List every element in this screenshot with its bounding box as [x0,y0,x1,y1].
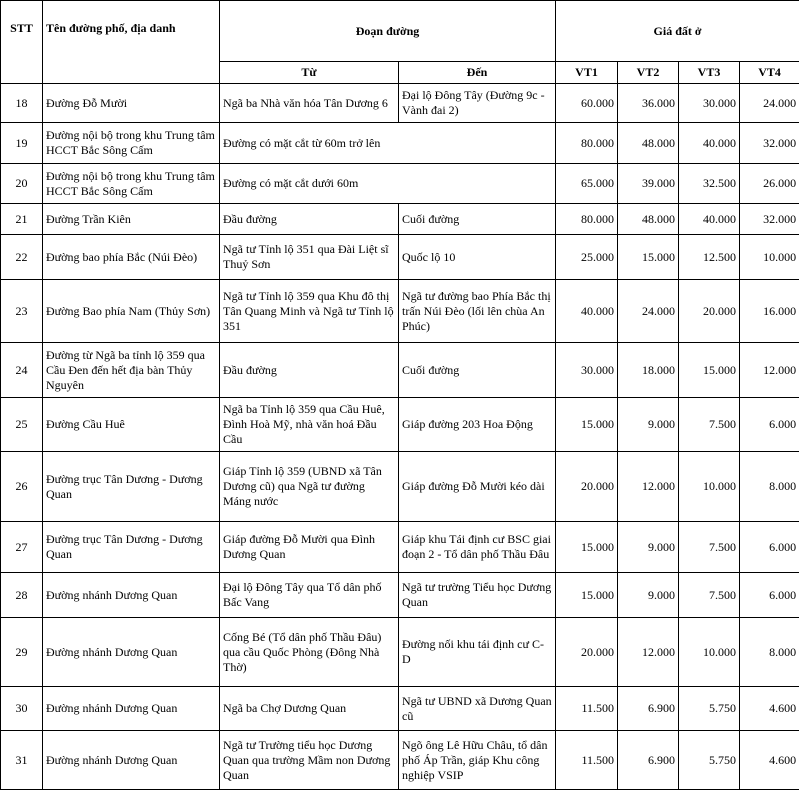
cell-vt4: 32.000 [740,204,799,235]
cell-vt2: 12.000 [618,452,679,522]
table-row [1,84,799,123]
cell-vt2: 6.900 [618,687,679,731]
cell-from: Giáp Tỉnh lộ 359 (UBND xã Tân Dương cũ) qua Ngã tư đường Máng nước [220,452,399,522]
cell-to: Ngã tư đường bao Phía Bắc thị trấn Núi Đèo (lối lên chùa An Phúc) [399,280,556,343]
table-row [1,522,799,573]
cell-vt2: 15.000 [618,235,679,280]
table-row [1,164,799,204]
cell-vt2: 18.000 [618,343,679,398]
cell-vt2: 9.000 [618,398,679,452]
cell-vt1: 15.000 [556,398,618,452]
cell-vt3: 10.000 [679,452,740,522]
cell-stt: 21 [1,204,43,235]
cell-stt: 25 [1,398,43,452]
cell-from: Ngã ba Tỉnh lộ 359 qua Cầu Huê, Đình Hoà Mỹ, nhà văn hoá Đầu Cầu [220,398,399,452]
cell-from: Đại lộ Đông Tây qua Tổ dân phố Bấc Vang [220,573,399,618]
cell-to: Quốc lộ 10 [399,235,556,280]
cell-from: Cống Bé (Tổ dân phố Thầu Đâu) qua cầu Quốc Phòng (Đông Nhà Thờ) [220,618,399,687]
cell-stt: 27 [1,522,43,573]
cell-street-name: Đường từ Ngã ba tỉnh lộ 359 qua Cầu Đen đến hết địa bàn Thủy Nguyên [43,343,220,398]
cell-vt1: 11.500 [556,731,618,790]
header-vt3: VT3 [679,62,740,84]
table-row [1,204,799,235]
table-row [1,123,799,164]
cell-stt: 22 [1,235,43,280]
cell-vt4: 24.000 [740,84,799,123]
cell-to: Giáp khu Tái định cư BSC giai đoạn 2 - Tổ dân phố Thầu Đâu [399,522,556,573]
cell-vt1: 60.000 [556,84,618,123]
cell-from: Ngã tư Trường tiểu học Dương Quan qua trường Mầm non Dương Quan [220,731,399,790]
cell-vt2: 24.000 [618,280,679,343]
cell-vt2: 9.000 [618,573,679,618]
cell-vt3: 10.000 [679,618,740,687]
cell-street-name: Đường Trần Kiên [43,204,220,235]
cell-vt1: 15.000 [556,522,618,573]
cell-vt1: 80.000 [556,204,618,235]
cell-street-name: Đường nội bộ trong khu Trung tâm HCCT Bắc Sông Cấm [43,164,220,204]
cell-vt2: 6.900 [618,731,679,790]
cell-stt: 20 [1,164,43,204]
cell-street-name: Đường nhánh Dương Quan [43,687,220,731]
cell-street-name: Đường nhánh Dương Quan [43,731,220,790]
cell-vt1: 20.000 [556,618,618,687]
header-vt1: VT1 [556,62,618,84]
header-from: Từ [220,62,399,84]
cell-street-name: Đường nhánh Dương Quan [43,573,220,618]
cell-to: Ngã tư UBND xã Dương Quan cũ [399,687,556,731]
cell-from: Ngã tư Tỉnh lộ 351 qua Đài Liệt sĩ Thuỷ Sơn [220,235,399,280]
table-row [1,398,799,452]
cell-vt2: 36.000 [618,84,679,123]
cell-stt: 29 [1,618,43,687]
cell-segment: Đường có mặt cắt dưới 60m [220,164,556,204]
cell-vt1: 11.500 [556,687,618,731]
cell-vt1: 15.000 [556,573,618,618]
cell-from: Giáp đường Đỗ Mười qua Đình Dương Quan [220,522,399,573]
cell-vt2: 48.000 [618,123,679,164]
cell-vt3: 7.500 [679,573,740,618]
cell-street-name: Đường Cầu Huê [43,398,220,452]
cell-to: Giáp đường 203 Hoa Động [399,398,556,452]
cell-vt3: 40.000 [679,204,740,235]
cell-vt4: 6.000 [740,573,799,618]
cell-vt3: 32.500 [679,164,740,204]
cell-vt1: 25.000 [556,235,618,280]
cell-to: Giáp đường Đỗ Mười kéo dài [399,452,556,522]
cell-stt: 31 [1,731,43,790]
cell-vt2: 39.000 [618,164,679,204]
cell-street-name: Đường nhánh Dương Quan [43,618,220,687]
cell-street-name: Đường Đỗ Mười [43,84,220,123]
cell-from: Ngã ba Chợ Dương Quan [220,687,399,731]
cell-stt: 28 [1,573,43,618]
cell-stt: 18 [1,84,43,123]
cell-vt4: 26.000 [740,164,799,204]
cell-vt2: 9.000 [618,522,679,573]
table-row [1,687,799,731]
cell-street-name: Đường nội bộ trong khu Trung tâm HCCT Bắc Sông Cấm [43,123,220,164]
header-stt: STT [1,1,43,84]
cell-vt4: 12.000 [740,343,799,398]
cell-street-name: Đường trục Tân Dương - Dương Quan [43,522,220,573]
cell-vt1: 80.000 [556,123,618,164]
cell-vt4: 32.000 [740,123,799,164]
cell-vt2: 12.000 [618,618,679,687]
cell-vt4: 6.000 [740,522,799,573]
cell-from: Đầu đường [220,204,399,235]
cell-stt: 26 [1,452,43,522]
cell-vt3: 5.750 [679,731,740,790]
cell-street-name: Đường trục Tân Dương - Dương Quan [43,452,220,522]
cell-vt1: 30.000 [556,343,618,398]
table-row [1,618,799,687]
cell-vt1: 65.000 [556,164,618,204]
cell-stt: 19 [1,123,43,164]
cell-to: Ngã tư trường Tiểu học Dương Quan [399,573,556,618]
cell-vt3: 20.000 [679,280,740,343]
cell-from: Đầu đường [220,343,399,398]
cell-vt4: 8.000 [740,452,799,522]
header-to: Đến [399,62,556,84]
cell-vt3: 30.000 [679,84,740,123]
cell-to: Ngõ ông Lê Hữu Châu, tổ dân phố Áp Trần, giáp Khu công nghiệp VSIP [399,731,556,790]
table-row [1,731,799,790]
cell-street-name: Đường bao phía Bắc (Núi Đèo) [43,235,220,280]
header-vt2: VT2 [618,62,679,84]
cell-to: Cuối đường [399,204,556,235]
cell-vt3: 7.500 [679,398,740,452]
cell-vt1: 20.000 [556,452,618,522]
cell-to: Cuối đường [399,343,556,398]
cell-vt3: 5.750 [679,687,740,731]
cell-vt2: 48.000 [618,204,679,235]
cell-street-name: Đường Bao phía Nam (Thủy Sơn) [43,280,220,343]
cell-to: Đường nối khu tái định cư C-D [399,618,556,687]
table-row [1,235,799,280]
cell-vt3: 40.000 [679,123,740,164]
header-land-price: Giá đất ở [556,1,799,62]
header-vt4: VT4 [740,62,799,84]
cell-vt1: 40.000 [556,280,618,343]
cell-vt3: 15.000 [679,343,740,398]
cell-to: Đại lộ Đông Tây (Đường 9c - Vành đai 2) [399,84,556,123]
header-segment: Đoạn đường [220,1,556,62]
cell-vt4: 4.600 [740,731,799,790]
cell-vt4: 4.600 [740,687,799,731]
cell-vt4: 16.000 [740,280,799,343]
cell-from: Ngã ba Nhà văn hóa Tân Dương 6 [220,84,399,123]
header-street-name: Tên đường phố, địa danh [43,1,220,84]
table-row [1,280,799,343]
table-row [1,343,799,398]
table-row [1,573,799,618]
cell-vt4: 10.000 [740,235,799,280]
cell-vt4: 8.000 [740,618,799,687]
cell-vt3: 12.500 [679,235,740,280]
cell-stt: 30 [1,687,43,731]
cell-stt: 23 [1,280,43,343]
cell-vt3: 7.500 [679,522,740,573]
cell-vt4: 6.000 [740,398,799,452]
table-row [1,452,799,522]
cell-stt: 24 [1,343,43,398]
cell-segment: Đường có mặt cắt từ 60m trở lên [220,123,556,164]
cell-from: Ngã tư Tỉnh lộ 359 qua Khu đô thị Tân Quang Minh và Ngã tư Tỉnh lộ 351 [220,280,399,343]
